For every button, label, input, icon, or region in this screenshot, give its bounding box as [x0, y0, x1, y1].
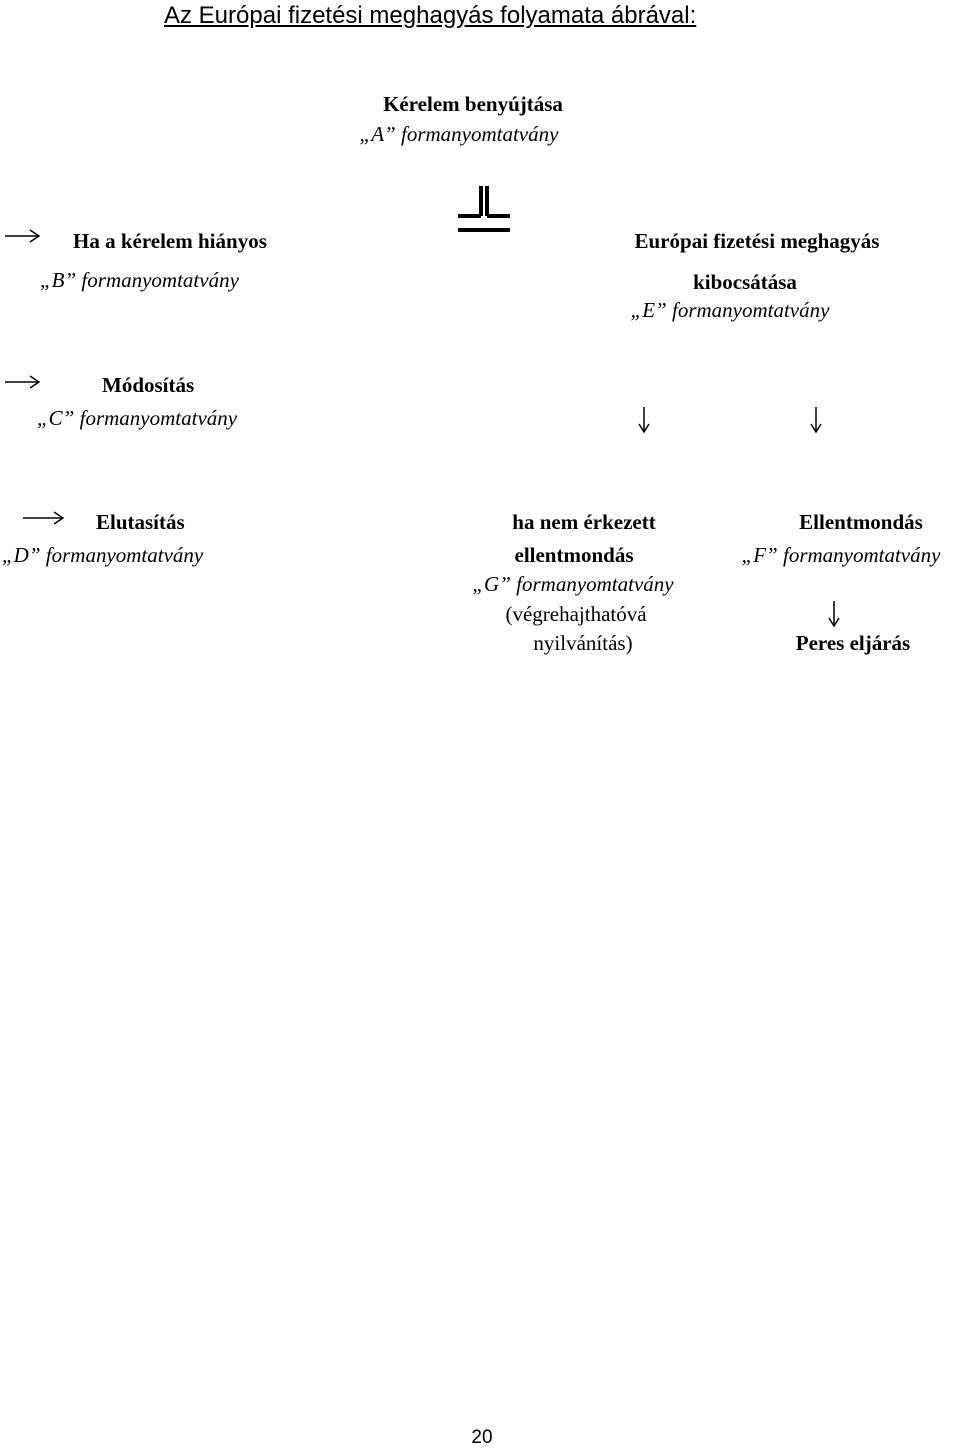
- page-title: Az Európai fizetési meghagyás folyamata ábrával:: [164, 2, 697, 29]
- node-e-label-line2: kibocsátása: [693, 270, 797, 294]
- node-g-note-line1: (végrehajthatóvá: [505, 602, 647, 626]
- arrow-down-icon: [636, 406, 652, 434]
- arrow-down-icon: [808, 406, 824, 434]
- node-c-label: Módosítás: [102, 373, 195, 397]
- arrow-right-icon: [4, 372, 44, 392]
- node-d-form: „D” formanyomtatvány: [2, 543, 204, 567]
- node-g-form: „G” formanyomtatvány: [472, 572, 674, 596]
- node-e-label-line1: Európai fizetési meghagyás: [634, 229, 880, 253]
- node-g-note-line2: nyilvánítás): [533, 631, 633, 655]
- node-f-form: „F” formanyomtatvány: [741, 543, 941, 567]
- split-icon: [454, 182, 514, 238]
- arrow-right-icon: [22, 508, 68, 528]
- node-b-label: Ha a kérelem hiányos: [73, 229, 267, 253]
- node-f-label: Ellentmondás: [799, 510, 923, 534]
- arrow-right-icon: [4, 226, 44, 246]
- page-number: 20: [471, 1427, 493, 1448]
- node-a-label: Kérelem benyújtása: [383, 92, 563, 116]
- node-a-form: „A” formanyomtatvány: [359, 122, 559, 146]
- node-b-form: „B” formanyomtatvány: [40, 268, 239, 292]
- node-f-next: Peres eljárás: [795, 631, 911, 655]
- node-c-form: „C” formanyomtatvány: [37, 406, 238, 430]
- node-g-label-line2: ellentmondás: [514, 543, 634, 567]
- node-e-form: „E” formanyomtatvány: [630, 298, 830, 322]
- node-d-label: Elutasítás: [96, 510, 185, 534]
- arrow-down-icon: [826, 600, 842, 628]
- node-g-label-line1: ha nem érkezett: [512, 510, 656, 534]
